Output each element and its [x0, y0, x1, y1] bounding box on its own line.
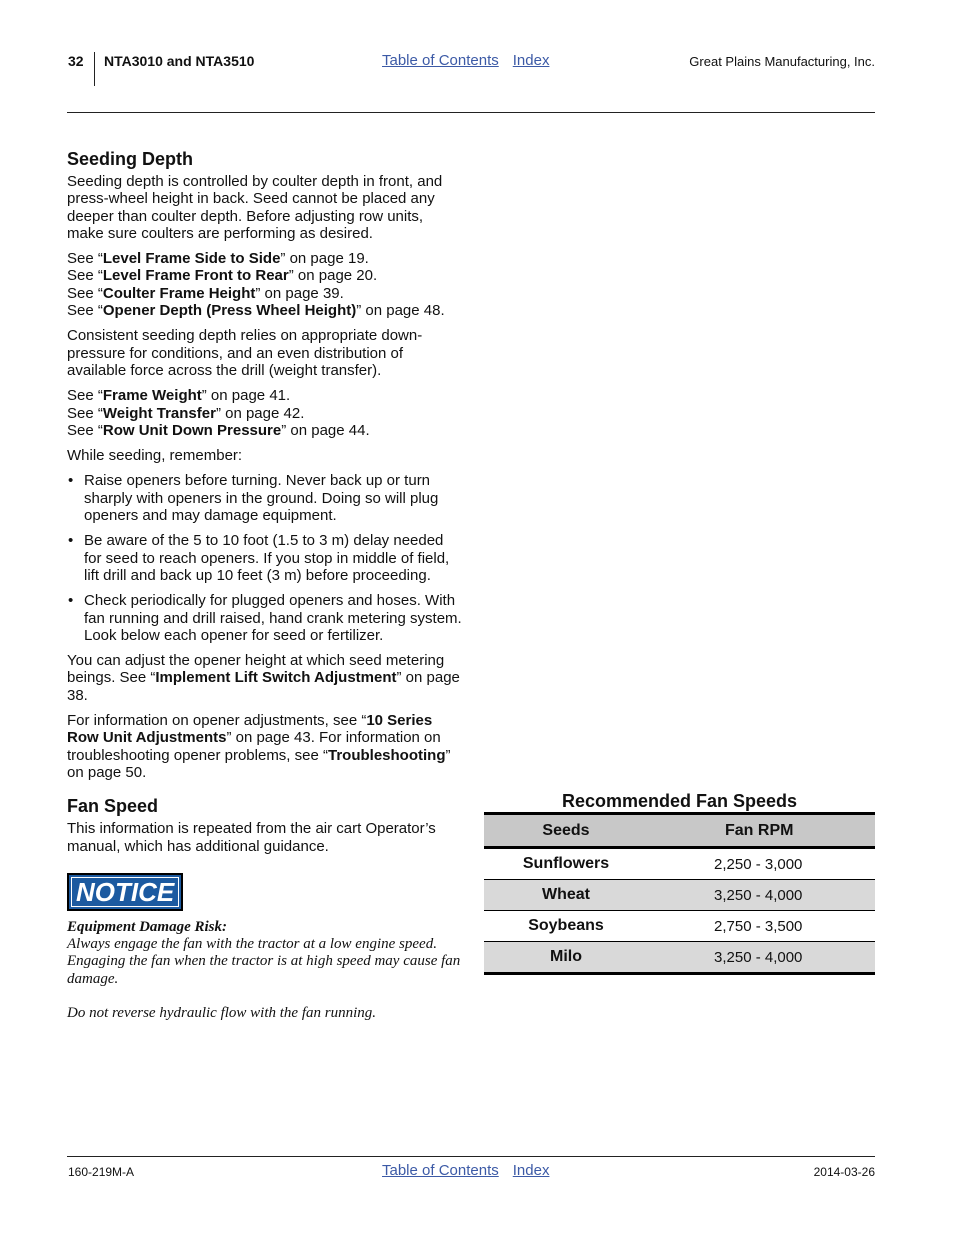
- ref-line: See “Opener Depth (Press Wheel Height)” on page 48.: [67, 302, 445, 320]
- ref-line: See “Frame Weight” on page 41.: [67, 387, 291, 405]
- seeding-refs-1: [67, 250, 462, 319]
- header-toc-link[interactable]: Table of Contents: [382, 52, 499, 69]
- risk-title: Equipment Damage Risk:: [67, 918, 228, 935]
- seeding-depth-intro: Seeding depth is controlled by coulter depth in front, and press-wheel height in back. Seed cannot be placed any deeper than coulter depth. Before adjusting row units, make sure coulters are performing as desired.: [67, 173, 443, 242]
- consistent-paragraph: Consistent seeding depth relies on appropriate down-pressure for conditions, and an even distribution of available force across the drill (weight transfer).: [67, 327, 423, 379]
- ref-line: See “Level Frame Front to Rear” on page 20.: [67, 267, 378, 285]
- seeding-depth-heading: Seeding Depth: [67, 149, 194, 169]
- notice-text: [67, 919, 462, 1022]
- seeding-bullets: [67, 472, 462, 644]
- ref-line: See “Coulter Frame Height” on page 39.: [67, 284, 344, 302]
- fan-speed-intro: This information is repeated from the air cart Operator’s manual, which has additional guidance.: [67, 820, 436, 855]
- list-item: • Raise openers before turning. Never back up or turn sharply with openers in the ground. Doing so will plug openers and may damage equipment.: [67, 472, 462, 524]
- part-number: 160-219M-A: [68, 1165, 135, 1179]
- left-column: [67, 148, 462, 1039]
- fan-speed-heading: Fan Speed: [67, 796, 159, 817]
- seed-cell: Soybeans: [528, 917, 604, 934]
- ref-line: See “Weight Transfer” on page 42.: [67, 404, 305, 422]
- footer-date: 2014-03-26: [813, 1165, 875, 1179]
- header-index-link[interactable]: Index: [512, 52, 550, 69]
- footer-toc-link[interactable]: Table of Contents: [382, 1162, 499, 1179]
- rpm-cell: 3,250 - 4,000: [714, 948, 803, 966]
- table-header: [484, 812, 875, 849]
- remember-paragraph: While seeding, remember:: [67, 447, 243, 465]
- notice-badge: [67, 873, 183, 911]
- table-row: [484, 911, 875, 942]
- seed-cell: Sunflowers: [522, 855, 610, 872]
- company-name: Great Plains Manufacturing, Inc.: [689, 54, 875, 69]
- seed-cell: Wheat: [542, 886, 590, 903]
- list-item: • Check periodically for plugged openers and hoses. With fan running and drill raised, hand crank metering system. Look below each opener for seed or fertilizer.: [67, 592, 462, 644]
- rpm-cell: 3,250 - 4,000: [714, 886, 803, 904]
- fan-speed-table: [484, 790, 875, 975]
- adjust-paragraph: You can adjust the opener height at which seed metering beings. See “Implement Lift Switch Adjustment” on page 38.: [67, 652, 460, 704]
- header-rule: [67, 112, 875, 113]
- footer-rule: [67, 1156, 875, 1157]
- rpm-cell: 2,750 - 3,500: [714, 917, 803, 935]
- ref-line: See “Row Unit Down Pressure” on page 44.: [67, 421, 370, 439]
- table-row: [484, 880, 875, 911]
- table-title: Recommended Fan Speeds: [561, 791, 798, 811]
- notice-label: NOTICE: [71, 877, 179, 907]
- header-divider: [94, 52, 95, 86]
- seeding-refs-2: [67, 387, 462, 439]
- table-row: [484, 942, 875, 975]
- ref-line: See “Level Frame Side to Side” on page 19.: [67, 250, 369, 268]
- info-paragraph: For information on opener adjustments, see “10 Series Row Unit Adjustments” on page 43. For information on troubleshooting opener problems, see “Troubleshooting” on page 50.: [67, 712, 451, 781]
- col-seeds-header: Seeds: [542, 821, 590, 839]
- risk-text: Always engage the fan with the tractor at a low engine speed. Engaging the fan when the tractor is at high speed may cause fan damage.: [67, 936, 461, 987]
- col-rpm-header: Fan RPM: [725, 821, 794, 839]
- doc-title: NTA3010 and NTA3510: [104, 53, 255, 69]
- footer-index-link[interactable]: Index: [512, 1162, 550, 1179]
- rpm-cell: 2,250 - 3,000: [714, 855, 803, 873]
- table-row: [484, 849, 875, 880]
- list-item: • Be aware of the 5 to 10 foot (1.5 to 3 m) delay needed for seed to reach openers. If you stop in middle of field, lift drill and back up 10 feet (3 m) before proceeding.: [67, 532, 462, 584]
- hydraulic-warning: Do not reverse hydraulic flow with the fan running.: [67, 1004, 377, 1021]
- header-nav: [382, 52, 549, 70]
- page-number: 32: [68, 53, 84, 69]
- seed-cell: Milo: [550, 948, 582, 965]
- footer-nav: [382, 1162, 549, 1180]
